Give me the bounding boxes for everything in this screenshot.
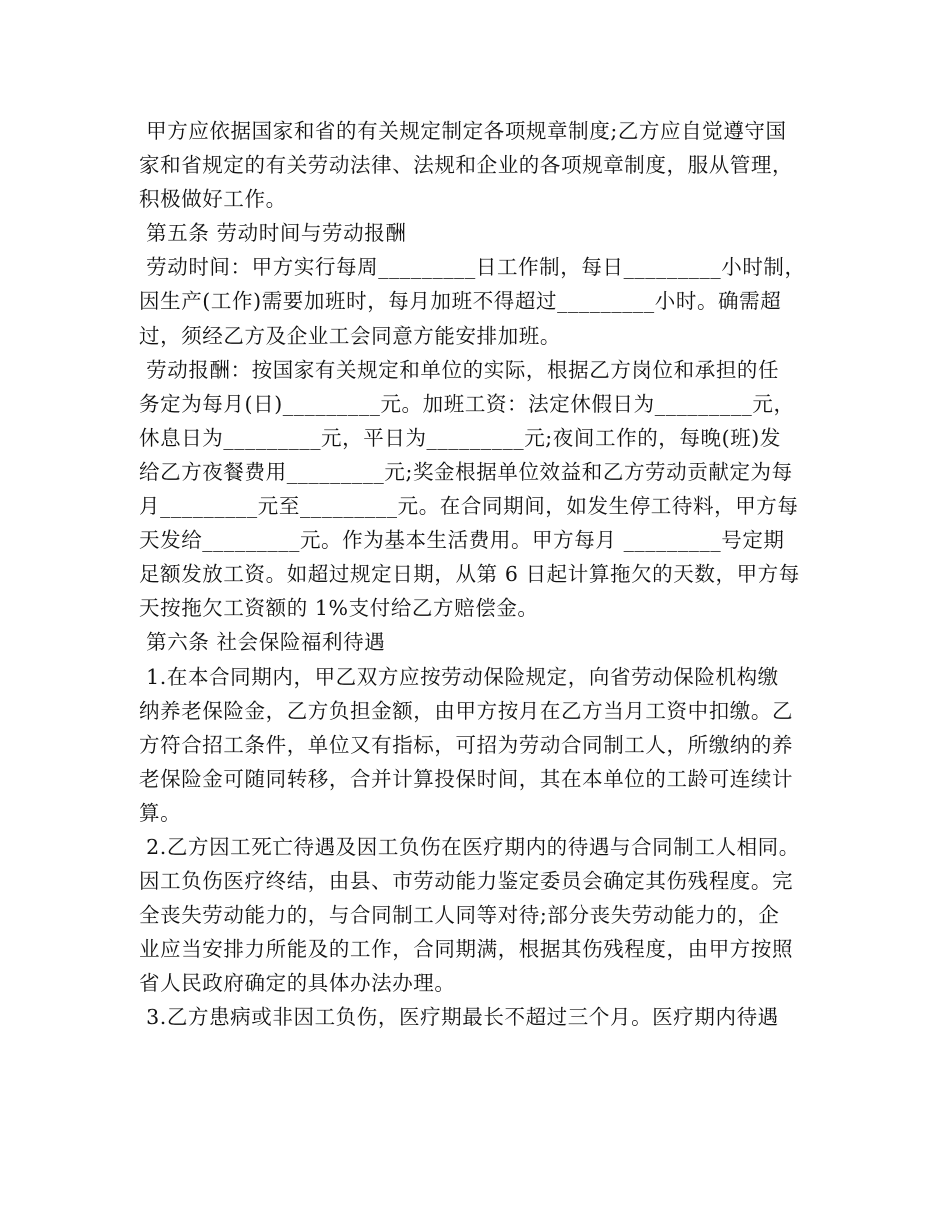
text-line: 算。 (139, 800, 182, 825)
text-line: 积极做好工作。 (139, 187, 287, 212)
text-line: 全丧失劳动能力的，与合同制工人同等对待;部分丧失劳动能力的，企 (139, 903, 780, 928)
text-line: 3.乙方患病或非因工负伤，医疗期最长不超过三个月。医疗期内待遇 (139, 1005, 779, 1030)
text-line: 2.乙方因工死亡待遇及因工负伤在医疗期内的待遇与合同制工人相同。 (139, 834, 800, 859)
text-line: 天按拖欠工资额的 1%支付给乙方赔偿金。 (139, 596, 539, 621)
text-line: 务定为每月(日)_________元。加班工资：法定休假日为_________元， (139, 391, 795, 416)
text-line: 月_________元至_________元。在合同期间，如发生停工待料，甲方每 (139, 494, 799, 519)
text-line: 休息日为_________元，平日为_________元;夜间工作的，每晚(班)发 (139, 425, 782, 450)
text-line: 1.在本合同期内，甲乙双方应按劳动保险规定，向省劳动保险机构缴 (139, 664, 779, 689)
text-line: 家和省规定的有关劳动法律、法规和企业的各项规章制度，服从管理， (139, 153, 794, 178)
text-line: 纳养老保险金，乙方负担金额，由甲方按月在乙方当月工资中扣缴。乙 (139, 698, 794, 723)
text-line: 老保险金可随同转移，合并计算投保时间，其在本单位的工龄可连续计 (139, 766, 794, 791)
text-line: 甲方应依据国家和省的有关规定制定各项规章制度;乙方应自觉遵守国 (139, 119, 787, 143)
section-heading-article-5: 第五条 劳动时间与劳动报酬 (139, 221, 407, 246)
text-line: 方符合招工条件，单位又有指标，可招为劳动合同制工人，所缴纳的养 (139, 732, 794, 757)
text-line: 天发给_________元。作为基本生活费用。甲方每月 _________号定期 (139, 528, 785, 553)
text-line: 省人民政府确定的具体办法办理。 (139, 971, 456, 996)
section-heading-article-6: 第六条 社会保险福利待遇 (139, 630, 386, 655)
text-line: 劳动时间：甲方实行每周_________日工作制，每日_________小时制， (139, 255, 806, 280)
contract-text (139, 114, 839, 1035)
text-line: 业应当安排力所能及的工作，合同期满，根据其伤残程度，由甲方按照 (139, 937, 794, 962)
text-line: 足额发放工资。如超过规定日期，从第 6 日起计算拖欠的天数，甲方每 (139, 562, 800, 587)
text-line: 劳动报酬：按国家有关规定和单位的实际，根据乙方岗位和承担的任 (139, 357, 780, 382)
text-line: 过，须经乙方及企业工会同意方能安排加班。 (139, 323, 561, 348)
text-line: 给乙方夜餐费用_________元;奖金根据单位效益和乙方劳动贡献定为每 (139, 459, 793, 484)
text-line: 因生产(工作)需要加班时，每月加班不得超过_________小时。确需超 (139, 289, 782, 314)
text-line: 因工负伤医疗终结，由县、市劳动能力鉴定委员会确定其伤残程度。完 (139, 869, 794, 894)
